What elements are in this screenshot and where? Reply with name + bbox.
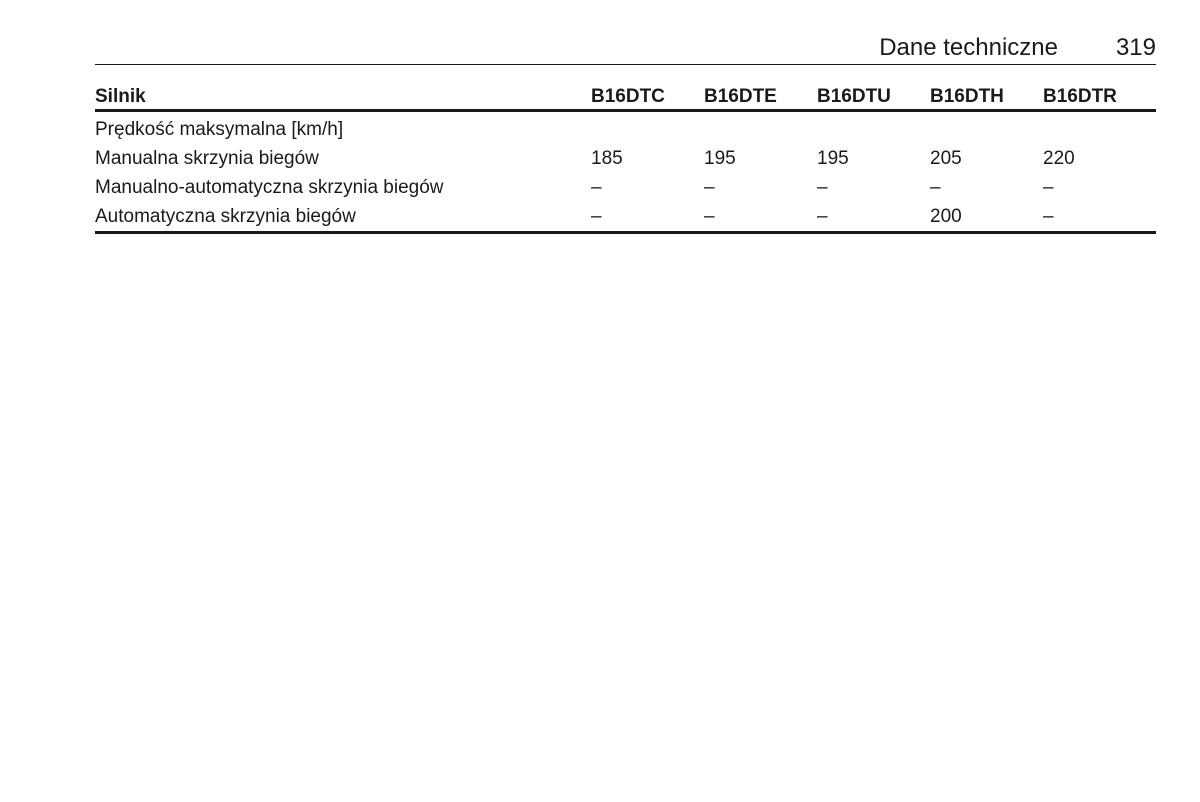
row-label: Automatyczna skrzynia biegów — [95, 202, 591, 233]
table-cell: – — [591, 202, 704, 233]
table-cell: – — [817, 176, 828, 198]
table-row — [95, 111, 1156, 145]
column-header-b16dtr: B16DTR — [1043, 84, 1156, 111]
table-cell: 195 — [704, 147, 736, 169]
table-cell: 205 — [930, 147, 962, 169]
table-cell: – — [1043, 202, 1156, 233]
table-cell: 220 — [1043, 147, 1075, 169]
column-header-engine: Silnik — [95, 84, 591, 111]
table-row — [95, 173, 1156, 202]
table-cell: – — [591, 176, 602, 198]
table-cell: 195 — [817, 147, 849, 169]
table-header-row — [95, 84, 1156, 111]
row-label: Manualna skrzynia biegów — [95, 147, 319, 169]
table-cell — [817, 111, 930, 145]
row-label: Manualno-automatyczna skrzynia biegów — [95, 176, 444, 198]
table-cell — [704, 111, 817, 145]
table-cell: – — [704, 176, 715, 198]
table-cell: – — [817, 202, 930, 233]
table-cell: – — [930, 176, 941, 198]
table-row — [95, 144, 1156, 173]
page-header — [95, 30, 1156, 65]
section-title: Dane techniczne — [879, 34, 1058, 61]
table-row — [95, 202, 1156, 233]
table-cell: 185 — [591, 147, 623, 169]
engine-speed-table — [95, 84, 1156, 234]
column-header-b16dtc: B16DTC — [591, 84, 704, 111]
column-header-b16dte: B16DTE — [704, 84, 817, 111]
column-header-b16dth: B16DTH — [930, 84, 1043, 111]
table-cell: – — [704, 202, 817, 233]
table-cell — [1043, 111, 1156, 145]
row-label: Prędkość maksymalna [km/h] — [95, 118, 344, 140]
page-number: 319 — [1115, 34, 1156, 61]
table-cell: – — [1043, 176, 1054, 198]
table-cell: 200 — [930, 202, 1043, 233]
table-cell — [930, 111, 1043, 145]
column-header-b16dtu: B16DTU — [817, 84, 930, 111]
table-cell — [591, 111, 704, 145]
